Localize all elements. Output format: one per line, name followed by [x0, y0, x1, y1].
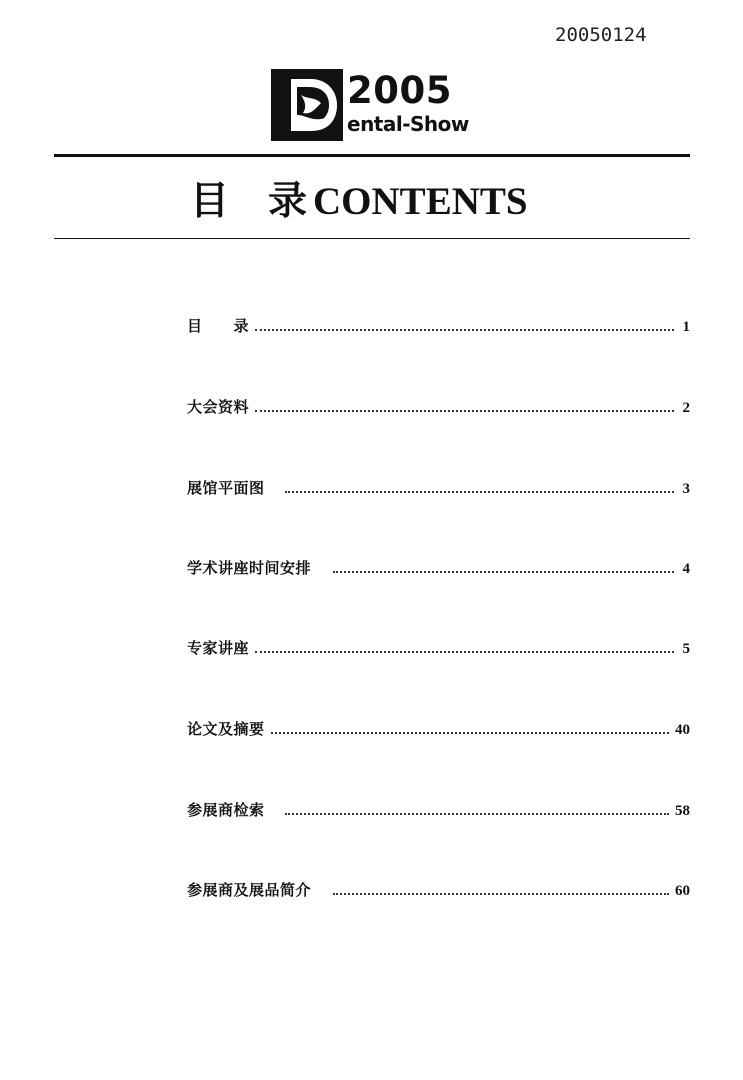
toc-entry-page: 3 [682, 481, 690, 497]
toc-entry[interactable] [187, 796, 690, 820]
toc-dot-leader [333, 893, 669, 895]
toc-dot-leader [255, 329, 674, 331]
toc-dot-leader [255, 651, 674, 653]
toc-entry-title: 学术讲座时间安排 [187, 559, 312, 577]
toc-entry[interactable] [187, 634, 690, 658]
toc-entry-page: 5 [682, 641, 690, 657]
toc-entry-title: 大会资料 [187, 398, 250, 416]
toc-entry-page: 2 [682, 400, 690, 416]
document-stamp-number: 20050124 [555, 24, 647, 46]
toc-entry-title: 专家讲座 [187, 639, 250, 657]
toc-entry-title: 目 录 [187, 317, 250, 335]
toc-entry[interactable] [187, 554, 690, 578]
toc-entry[interactable] [187, 876, 690, 900]
toc-entry[interactable] [187, 715, 690, 739]
toc-entry[interactable] [187, 393, 690, 417]
toc-entry-title: 参展商及展品简介 [187, 881, 312, 899]
toc-dot-leader [285, 813, 669, 815]
toc-entry[interactable] [187, 312, 690, 336]
toc-dot-leader [285, 491, 674, 493]
toc-entry-title: 展馆平面图 [187, 479, 265, 497]
toc-entry-page: 4 [682, 561, 690, 577]
toc-dot-leader [255, 410, 674, 412]
toc-entry-title: 论文及摘要 [187, 720, 265, 738]
contents-heading-english: CONTENTS [313, 180, 528, 223]
table-of-contents [187, 0, 690, 1080]
contents-heading-chinese: 目 录 [190, 178, 308, 224]
logo-year: 2005 [347, 69, 452, 112]
toc-entry-page: 60 [675, 883, 690, 899]
logo-show-name: ental-Show [347, 112, 469, 136]
toc-entry-title: 参展商检索 [187, 801, 265, 819]
toc-entry-page: 40 [675, 722, 690, 738]
toc-entry[interactable] [187, 474, 690, 498]
toc-entry-page: 1 [682, 319, 690, 335]
toc-dot-leader [271, 732, 669, 734]
toc-entry-page: 58 [675, 803, 690, 819]
toc-dot-leader [333, 571, 674, 573]
